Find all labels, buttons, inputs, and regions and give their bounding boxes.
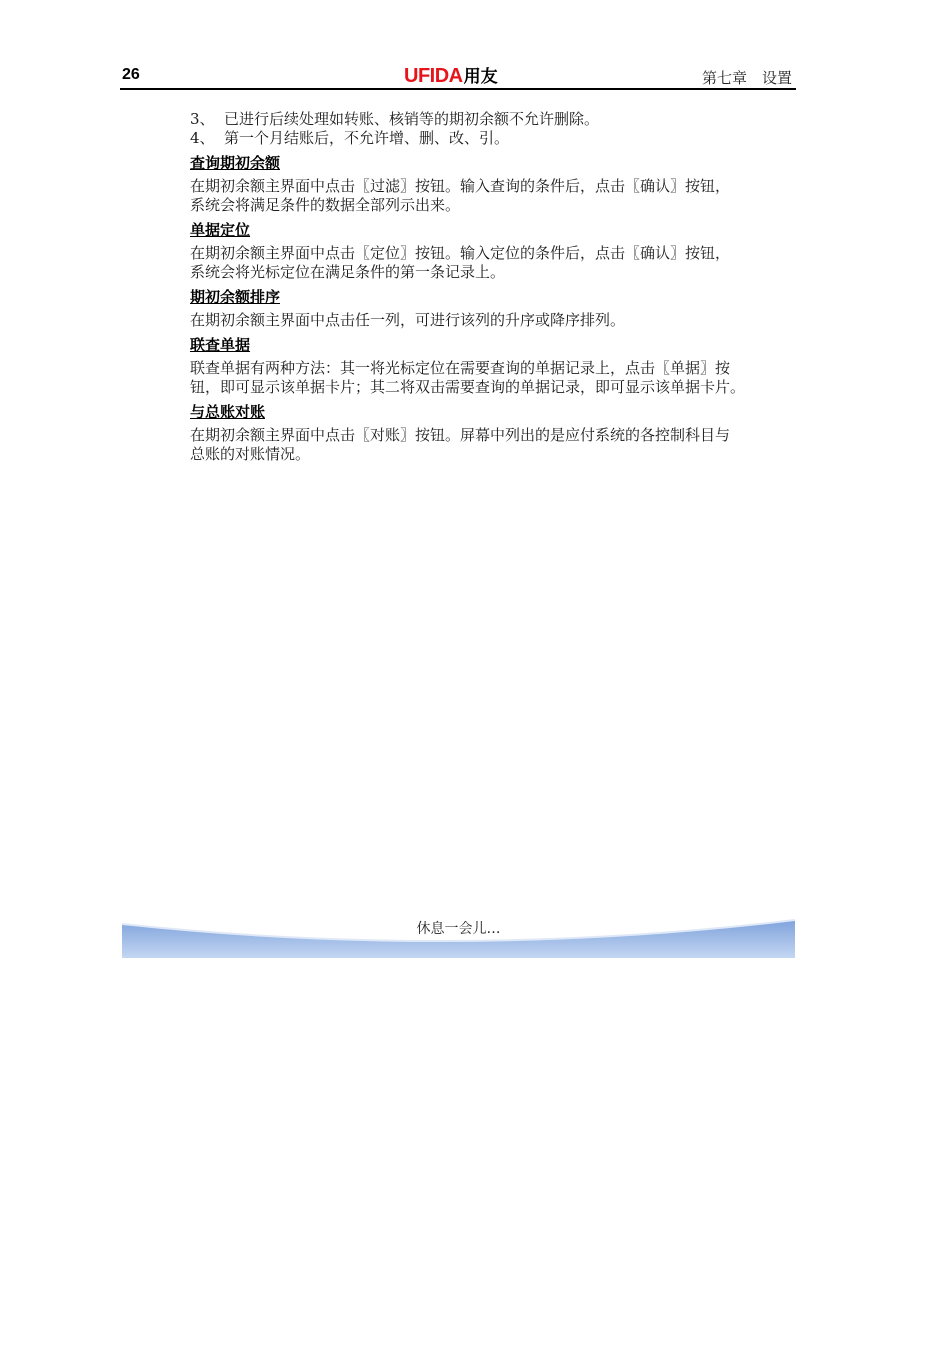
section-title-reconcile: 与总账对账: [190, 403, 266, 421]
list-item: [190, 129, 798, 148]
para-line: 系统会将光标定位在满足条件的第一条记录上。: [190, 263, 506, 281]
list-number: 3、: [190, 110, 215, 128]
para-line: 钮，即可显示该单据卡片；其二将双击需要查询的单据记录，即可显示该单据卡片。: [190, 378, 746, 396]
para-line: 系统会将满足条件的数据全部列示出来。: [190, 196, 461, 214]
section-title-sort: 期初余额排序: [190, 288, 281, 306]
ufida-logo: [404, 62, 498, 88]
section-title-lookup: 联查单据: [190, 336, 251, 354]
section-title-query: 查询期初余额: [190, 154, 281, 172]
page-content: [190, 110, 798, 464]
para-line: 在期初余额主界面中点击〖对账〗按钮。屏幕中列出的是应付系统的各控制科目与: [190, 426, 731, 444]
section-paragraph: [190, 244, 798, 282]
list-number: 4、: [190, 129, 215, 147]
list-text: 第一个月结账后，不允许增、删、改、引。: [224, 129, 510, 147]
page-number: 26: [122, 66, 140, 83]
logo-latin-text: UFIDA: [404, 65, 463, 87]
section-paragraph: [190, 311, 798, 330]
list-text: 已进行后续处理如转账、核销等的期初余额不允许删除。: [224, 110, 600, 128]
chapter-title: 第七章 设置: [701, 69, 792, 87]
section-paragraph: [190, 177, 798, 215]
section-paragraph: [190, 426, 798, 464]
section-paragraph: [190, 359, 798, 397]
section-title-locate: 单据定位: [190, 221, 251, 239]
list-item: [190, 110, 798, 129]
para-line: 在期初余额主界面中点击任一列，可进行该列的升序或降序排列。: [190, 311, 626, 329]
para-line: 联查单据有两种方法：其一将光标定位在需要查询的单据记录上，点击〖单据〗按: [190, 359, 731, 377]
rest-banner: [122, 900, 795, 958]
rest-banner-text: 休息一会儿…: [416, 921, 501, 937]
para-line: 总账的对账情况。: [190, 445, 311, 463]
para-line: 在期初余额主界面中点击〖过滤〗按钮。输入查询的条件后，点击〖确认〗按钮，: [190, 177, 731, 195]
logo-cn-text: 用友: [463, 67, 498, 87]
page-header: [120, 62, 796, 90]
para-line: 在期初余额主界面中点击〖定位〗按钮。输入定位的条件后，点击〖确认〗按钮，: [190, 244, 731, 262]
